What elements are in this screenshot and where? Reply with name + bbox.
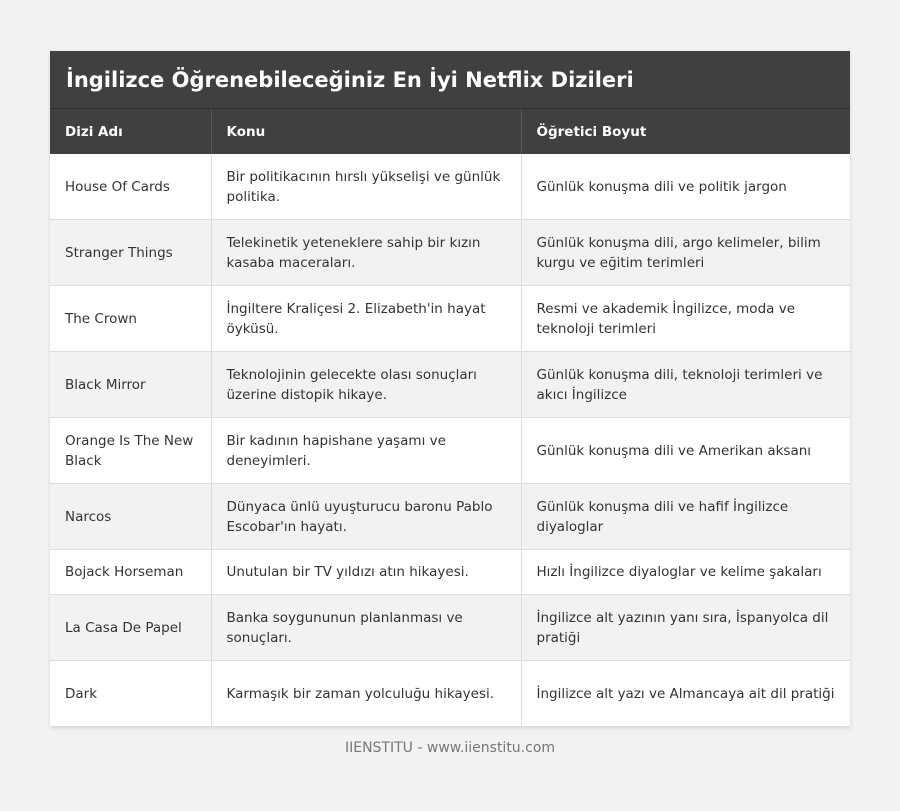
cell-series-name: Bojack Horseman xyxy=(50,550,211,595)
cell-topic: İngiltere Kraliçesi 2. Elizabeth'in hayat öyküsü. xyxy=(211,286,521,352)
cell-aspect: Günlük konuşma dili ve Amerikan aksanı xyxy=(521,418,850,484)
cell-series-name: Narcos xyxy=(50,484,211,550)
table-row xyxy=(50,286,850,352)
cell-aspect: Günlük konuşma dili, teknoloji terimleri ve akıcı İngilizce xyxy=(521,352,850,418)
table-row xyxy=(50,352,850,418)
cell-series-name: La Casa De Papel xyxy=(50,595,211,661)
table-row xyxy=(50,154,850,220)
table-row xyxy=(50,220,850,286)
cell-topic: Unutulan bir TV yıldızı atın hikayesi. xyxy=(211,550,521,595)
cell-aspect: Resmi ve akademik İngilizce, moda ve teknoloji terimleri xyxy=(521,286,850,352)
footer-credit: IIENSTITU - www.iienstitu.com xyxy=(344,740,556,756)
table-row xyxy=(50,418,850,484)
cell-series-name: House Of Cards xyxy=(50,154,211,220)
cell-aspect: Hızlı İngilizce diyaloglar ve kelime şakaları xyxy=(521,550,850,595)
series-table xyxy=(50,109,850,727)
cell-aspect: İngilizce alt yazı ve Almancaya ait dil pratiği xyxy=(521,661,850,727)
header-row xyxy=(50,109,850,154)
cell-series-name: Orange Is The New Black xyxy=(50,418,211,484)
table-title: İngilizce Öğrenebileceğiniz En İyi Netflix Dizileri xyxy=(50,51,850,109)
table-row xyxy=(50,595,850,661)
column-header-aspect: Öğretici Boyut xyxy=(521,109,850,154)
table-row xyxy=(50,550,850,595)
cell-topic: Dünyaca ünlü uyuşturucu baronu Pablo Escobar'ın hayatı. xyxy=(211,484,521,550)
cell-series-name: Dark xyxy=(50,661,211,727)
cell-series-name: The Crown xyxy=(50,286,211,352)
column-header-topic: Konu xyxy=(211,109,521,154)
cell-topic: Bir kadının hapishane yaşamı ve deneyimleri. xyxy=(211,418,521,484)
cell-series-name: Black Mirror xyxy=(50,352,211,418)
table-row xyxy=(50,661,850,727)
column-header-name: Dizi Adı xyxy=(50,109,211,154)
table-card xyxy=(50,51,850,727)
cell-topic: Banka soygununun planlanması ve sonuçları. xyxy=(211,595,521,661)
cell-aspect: İngilizce alt yazının yanı sıra, İspanyolca dil pratiği xyxy=(521,595,850,661)
cell-topic: Karmaşık bir zaman yolculuğu hikayesi. xyxy=(211,661,521,727)
cell-aspect: Günlük konuşma dili ve politik jargon xyxy=(521,154,850,220)
cell-aspect: Günlük konuşma dili, argo kelimeler, bilim kurgu ve eğitim terimleri xyxy=(521,220,850,286)
cell-topic: Telekinetik yeteneklere sahip bir kızın kasaba maceraları. xyxy=(211,220,521,286)
table-row xyxy=(50,484,850,550)
cell-aspect: Günlük konuşma dili ve hafif İngilizce diyaloglar xyxy=(521,484,850,550)
cell-series-name: Stranger Things xyxy=(50,220,211,286)
cell-topic: Teknolojinin gelecekte olası sonuçları üzerine distopik hikaye. xyxy=(211,352,521,418)
cell-topic: Bir politikacının hırslı yükselişi ve günlük politika. xyxy=(211,154,521,220)
